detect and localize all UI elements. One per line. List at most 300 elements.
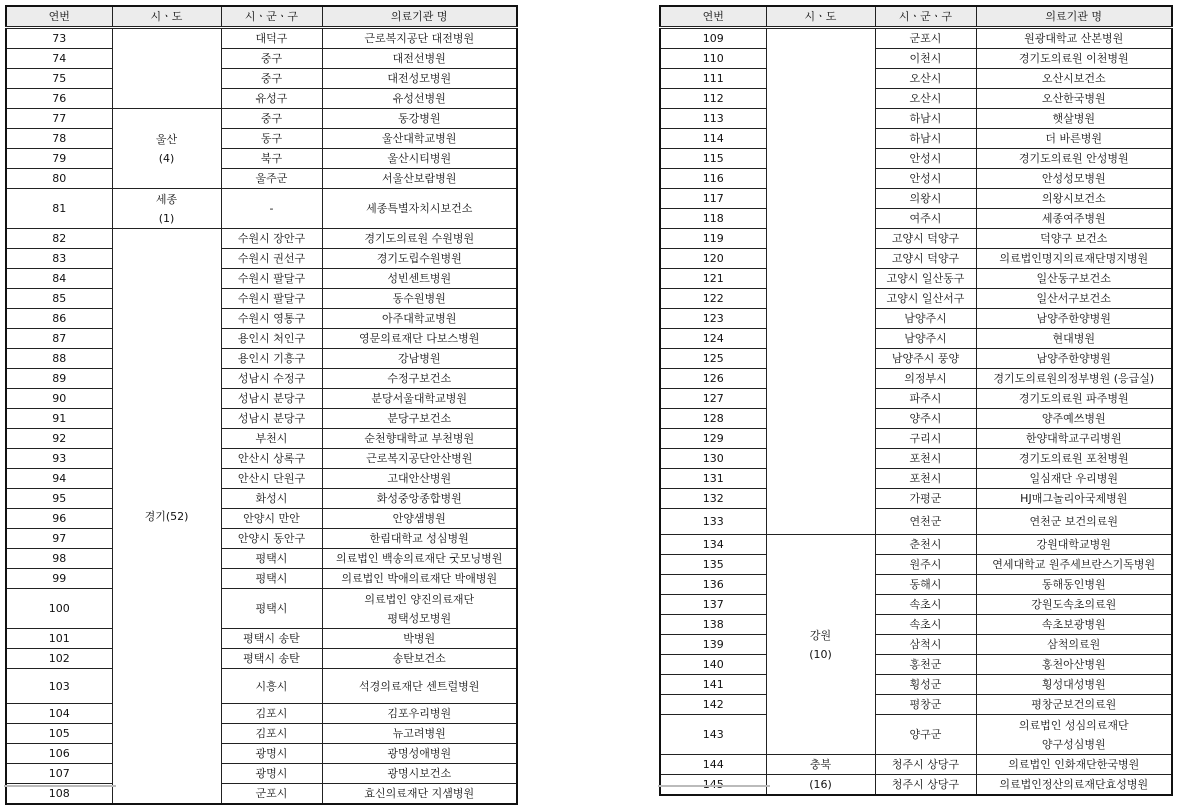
table-row [660, 189, 1172, 209]
cell-sido-name: 충북 [766, 755, 875, 775]
cell-name: 의료법인명지의료재단명지병원 [976, 249, 1172, 269]
table-row [660, 469, 1172, 489]
cell-name: 안성성모병원 [976, 169, 1172, 189]
cell-sigungu: 군포시 [221, 784, 322, 805]
cell-sigungu: 수원시 영통구 [221, 309, 322, 329]
name-line2: 양구성심병원 [1041, 737, 1106, 751]
cell-name: 서울산보람병원 [322, 169, 517, 189]
header-sigungu: 시ㆍ군ㆍ구 [875, 6, 976, 28]
cell-no: 124 [660, 329, 766, 349]
cell-no: 79 [6, 149, 112, 169]
cell-name: HJ매그놀리아국제병원 [976, 489, 1172, 509]
cell-no: 120 [660, 249, 766, 269]
table-row [6, 189, 517, 229]
cell-name: 속초보광병원 [976, 615, 1172, 635]
cell-sigungu: 용인시 기흥구 [221, 349, 322, 369]
cell-name: 햇살병원 [976, 109, 1172, 129]
table-row [660, 535, 1172, 555]
table-row [6, 429, 517, 449]
cell-name: 경기도의료원 수원병원 [322, 229, 517, 249]
cell-name: 강원도속초의료원 [976, 595, 1172, 615]
cell-name: 홍천아산병원 [976, 655, 1172, 675]
table-row [660, 409, 1172, 429]
table-row [660, 269, 1172, 289]
cell-sigungu: 성남시 분당구 [221, 389, 322, 409]
cell-name: 남양주한양병원 [976, 309, 1172, 329]
cell-no: 111 [660, 69, 766, 89]
table-row [660, 555, 1172, 575]
cell-sigungu: 광명시 [221, 764, 322, 784]
name-line1: 의료법인 양진의료재단 [364, 592, 475, 606]
cell-no: 137 [660, 595, 766, 615]
cell-name: 남양주한양병원 [976, 349, 1172, 369]
table-row [6, 329, 517, 349]
cell-name: 수정구보건소 [322, 369, 517, 389]
cell-name: 연세대학교 원주세브란스기독병원 [976, 555, 1172, 575]
cell-sigungu: 중구 [221, 49, 322, 69]
table-row [6, 589, 517, 629]
cell-no: 76 [6, 89, 112, 109]
cell-name: 삼척의료원 [976, 635, 1172, 655]
cell-no: 77 [6, 109, 112, 129]
cell-no: 119 [660, 229, 766, 249]
cell-no: 126 [660, 369, 766, 389]
cell-name: 오산시보건소 [976, 69, 1172, 89]
cell-no: 121 [660, 269, 766, 289]
cell-name: 경기도의료원의정부병원 (응급실) [976, 369, 1172, 389]
cell-name: 동강병원 [322, 109, 517, 129]
cell-sigungu: - [221, 189, 322, 229]
cell-name: 송탄보건소 [322, 649, 517, 669]
cell-sigungu: 부천시 [221, 429, 322, 449]
cell-sigungu: 양주시 [875, 409, 976, 429]
cell-no: 96 [6, 509, 112, 529]
cell-sigungu: 고양시 일산동구 [875, 269, 976, 289]
cell-sigungu: 시흥시 [221, 669, 322, 704]
table-row [6, 509, 517, 529]
table-row [660, 429, 1172, 449]
table-row [6, 349, 517, 369]
sido-count: (10) [809, 647, 832, 661]
table-row [6, 249, 517, 269]
cell-sigungu: 김포시 [221, 724, 322, 744]
cell-name [976, 715, 1172, 755]
table-row [6, 28, 517, 49]
cell-sigungu: 파주시 [875, 389, 976, 409]
cell-name: 경기도의료원 포천병원 [976, 449, 1172, 469]
cell-sigungu: 이천시 [875, 49, 976, 69]
cell-sigungu: 여주시 [875, 209, 976, 229]
table-row [660, 635, 1172, 655]
cell-sigungu: 평창군 [875, 695, 976, 715]
cell-no: 84 [6, 269, 112, 289]
cell-sigungu: 대덕구 [221, 28, 322, 49]
cell-no: 134 [660, 535, 766, 555]
table-row [660, 509, 1172, 535]
table-row [660, 49, 1172, 69]
cell-name: 일심재단 우리병원 [976, 469, 1172, 489]
cell-sigungu: 울주군 [221, 169, 322, 189]
cell-sigungu: 수원시 팔달구 [221, 289, 322, 309]
table-row [6, 744, 517, 764]
cell-name: 경기도의료원 파주병원 [976, 389, 1172, 409]
cell-no: 104 [6, 704, 112, 724]
sido-name: 울산 [155, 132, 178, 146]
cell-no: 131 [660, 469, 766, 489]
cell-name: 의왕시보건소 [976, 189, 1172, 209]
header-row [660, 6, 1172, 28]
cell-sigungu: 군포시 [875, 28, 976, 49]
cell-name: 강원대학교병원 [976, 535, 1172, 555]
cell-sigungu: 청주시 상당구 [875, 775, 976, 796]
cell-name: 분당서울대학교병원 [322, 389, 517, 409]
cell-no: 114 [660, 129, 766, 149]
cell-name: 울산대학교병원 [322, 129, 517, 149]
cell-name: 의료법인 백송의료재단 굿모닝병원 [322, 549, 517, 569]
cell-sigungu: 가평군 [875, 489, 976, 509]
cell-sido [766, 535, 875, 755]
cell-name: 분당구보건소 [322, 409, 517, 429]
cell-no: 139 [660, 635, 766, 655]
cell-name: 대전성모병원 [322, 69, 517, 89]
table-row [6, 389, 517, 409]
table-row [6, 149, 517, 169]
cell-no: 108 [6, 784, 112, 805]
cell-no: 74 [6, 49, 112, 69]
cell-no: 110 [660, 49, 766, 69]
cell-no: 115 [660, 149, 766, 169]
cell-name: 성빈센트병원 [322, 269, 517, 289]
cell-name: 세종여주병원 [976, 209, 1172, 229]
table-row [660, 109, 1172, 129]
table-row [660, 229, 1172, 249]
cell-no: 112 [660, 89, 766, 109]
cell-no: 128 [660, 409, 766, 429]
cell-sigungu: 안산시 단원구 [221, 469, 322, 489]
cell-no: 83 [6, 249, 112, 269]
cell-sigungu: 평택시 [221, 549, 322, 569]
cell-sido [112, 28, 221, 109]
cell-no: 116 [660, 169, 766, 189]
cell-no: 100 [6, 589, 112, 629]
cell-name: 원광대학교 산본병원 [976, 28, 1172, 49]
table-row [660, 309, 1172, 329]
cell-sigungu: 수원시 팔달구 [221, 269, 322, 289]
cell-name: 효신의료재단 지샘병원 [322, 784, 517, 805]
cell-no: 107 [6, 764, 112, 784]
cell-name: 오산한국병원 [976, 89, 1172, 109]
cell-no: 140 [660, 655, 766, 675]
table-row [6, 129, 517, 149]
cell-no: 91 [6, 409, 112, 429]
table-row [6, 369, 517, 389]
cell-name: 유성선병원 [322, 89, 517, 109]
cell-no: 90 [6, 389, 112, 409]
cell-sigungu: 의왕시 [875, 189, 976, 209]
cell-sigungu: 삼척시 [875, 635, 976, 655]
cell-sido-count: (16) [766, 775, 875, 796]
cell-sigungu: 동구 [221, 129, 322, 149]
cell-name: 연천군 보건의료원 [976, 509, 1172, 535]
cell-no: 99 [6, 569, 112, 589]
cell-no: 105 [6, 724, 112, 744]
cell-sigungu: 안양시 동안구 [221, 529, 322, 549]
cell-name: 대전선병원 [322, 49, 517, 69]
cell-sigungu: 김포시 [221, 704, 322, 724]
cell-no: 95 [6, 489, 112, 509]
cell-name: 김포우리병원 [322, 704, 517, 724]
table-row [6, 629, 517, 649]
cell-sigungu: 안산시 상록구 [221, 449, 322, 469]
header-sido: 시ㆍ도 [112, 6, 221, 28]
cell-sigungu: 연천군 [875, 509, 976, 535]
cell-name: 화성중앙종합병원 [322, 489, 517, 509]
cell-sigungu: 오산시 [875, 89, 976, 109]
cell-no: 97 [6, 529, 112, 549]
cell-no: 73 [6, 28, 112, 49]
cell-no: 142 [660, 695, 766, 715]
cell-sigungu: 하남시 [875, 129, 976, 149]
cell-no: 143 [660, 715, 766, 755]
table-row [660, 129, 1172, 149]
cell-no: 123 [660, 309, 766, 329]
cell-no: 133 [660, 509, 766, 535]
cell-sigungu: 속초시 [875, 595, 976, 615]
cell-sigungu: 원주시 [875, 555, 976, 575]
name-line1: 의료법인 성심의료재단 [1018, 718, 1129, 732]
cell-sigungu: 양구군 [875, 715, 976, 755]
table-row [6, 449, 517, 469]
cell-sigungu: 홍천군 [875, 655, 976, 675]
table-row [660, 349, 1172, 369]
cell-no: 75 [6, 69, 112, 89]
cell-name: 경기도의료원 이천병원 [976, 49, 1172, 69]
cell-no: 82 [6, 229, 112, 249]
cell-no: 92 [6, 429, 112, 449]
header-no: 연번 [660, 6, 766, 28]
table-row [660, 169, 1172, 189]
cell-sigungu: 수원시 권선구 [221, 249, 322, 269]
cell-name: 덕양구 보건소 [976, 229, 1172, 249]
cell-no: 106 [6, 744, 112, 764]
cell-sigungu: 횡성군 [875, 675, 976, 695]
table-row [6, 764, 517, 784]
cell-sigungu: 평택시 송탄 [221, 629, 322, 649]
table-row [660, 369, 1172, 389]
cell-sigungu: 오산시 [875, 69, 976, 89]
cell-no: 94 [6, 469, 112, 489]
sido-name: 세종 [155, 192, 178, 206]
cell-no: 141 [660, 675, 766, 695]
table-row [660, 289, 1172, 309]
table-row [6, 169, 517, 189]
cell-sido [112, 109, 221, 189]
cell-no: 80 [6, 169, 112, 189]
cell-sigungu: 중구 [221, 69, 322, 89]
cell-no: 138 [660, 615, 766, 635]
cell-no: 102 [6, 649, 112, 669]
cell-name: 의료법인 인화재단한국병원 [976, 755, 1172, 775]
cell-no: 103 [6, 669, 112, 704]
cell-name: 일산동구보건소 [976, 269, 1172, 289]
table-row [660, 655, 1172, 675]
cell-no: 113 [660, 109, 766, 129]
cell-name: 아주대학교병원 [322, 309, 517, 329]
cell-name: 순천향대학교 부천병원 [322, 429, 517, 449]
cell-name: 한양대학교구리병원 [976, 429, 1172, 449]
cell-name: 의료법인정산의료재단효성병원 [976, 775, 1172, 796]
cell-no: 136 [660, 575, 766, 595]
cell-sido: 경기(52) [112, 229, 221, 805]
cell-sigungu: 안성시 [875, 149, 976, 169]
header-sigungu: 시ㆍ군ㆍ구 [221, 6, 322, 28]
scroll-artifact-left [4, 785, 116, 787]
cell-sigungu: 평택시 [221, 569, 322, 589]
cell-no: 98 [6, 549, 112, 569]
table-row [6, 409, 517, 429]
cell-name: 박병원 [322, 629, 517, 649]
cell-name: 안양샘병원 [322, 509, 517, 529]
cell-sido [112, 189, 221, 229]
cell-sigungu: 남양주시 [875, 309, 976, 329]
cell-sigungu: 성남시 분당구 [221, 409, 322, 429]
table-row [6, 649, 517, 669]
header-row [6, 6, 517, 28]
table-row [660, 575, 1172, 595]
cell-name: 한림대학교 성심병원 [322, 529, 517, 549]
cell-sigungu: 중구 [221, 109, 322, 129]
cell-name: 강남병원 [322, 349, 517, 369]
cell-name: 울산시티병원 [322, 149, 517, 169]
table-row [6, 469, 517, 489]
cell-name: 경기도의료원 안성병원 [976, 149, 1172, 169]
cell-name: 평창군보건의료원 [976, 695, 1172, 715]
cell-sigungu: 춘천시 [875, 535, 976, 555]
cell-sigungu: 포천시 [875, 449, 976, 469]
cell-sigungu: 북구 [221, 149, 322, 169]
cell-sigungu: 수원시 장안구 [221, 229, 322, 249]
cell-no: 130 [660, 449, 766, 469]
table-row [6, 49, 517, 69]
cell-name: 광명성애병원 [322, 744, 517, 764]
table-row [6, 309, 517, 329]
table-row [660, 449, 1172, 469]
table-row [6, 704, 517, 724]
cell-name: 영문의료재단 다보스병원 [322, 329, 517, 349]
table-row [6, 724, 517, 744]
cell-no: 78 [6, 129, 112, 149]
cell-sigungu: 남양주시 풍양 [875, 349, 976, 369]
cell-name: 횡성대성병원 [976, 675, 1172, 695]
header-name: 의료기관 명 [322, 6, 517, 28]
cell-sigungu: 남양주시 [875, 329, 976, 349]
cell-no: 144 [660, 755, 766, 775]
table-row [660, 28, 1172, 49]
cell-name [322, 589, 517, 629]
cell-name: 동수원병원 [322, 289, 517, 309]
cell-sigungu: 포천시 [875, 469, 976, 489]
table-row [6, 269, 517, 289]
table-row [6, 109, 517, 129]
cell-sigungu: 의정부시 [875, 369, 976, 389]
cell-name: 경기도립수원병원 [322, 249, 517, 269]
cell-sigungu: 고양시 일산서구 [875, 289, 976, 309]
cell-sigungu: 평택시 [221, 589, 322, 629]
cell-no: 81 [6, 189, 112, 229]
cell-no: 101 [6, 629, 112, 649]
cell-sigungu: 구리시 [875, 429, 976, 449]
header-no: 연번 [6, 6, 112, 28]
cell-no: 118 [660, 209, 766, 229]
table-row [6, 569, 517, 589]
table-row [660, 149, 1172, 169]
cell-no: 88 [6, 349, 112, 369]
table-row [660, 755, 1172, 775]
cell-sigungu: 동해시 [875, 575, 976, 595]
cell-sigungu: 하남시 [875, 109, 976, 129]
cell-no: 125 [660, 349, 766, 369]
table-row [6, 89, 517, 109]
table-row [6, 529, 517, 549]
cell-sigungu: 용인시 처인구 [221, 329, 322, 349]
cell-no: 135 [660, 555, 766, 575]
name-line2: 평택성모병원 [387, 611, 452, 625]
cell-no: 89 [6, 369, 112, 389]
hospital-table-right [659, 5, 1173, 796]
cell-no: 109 [660, 28, 766, 49]
table-row [660, 695, 1172, 715]
sido-count: (4) [158, 151, 175, 165]
cell-sigungu: 성남시 수정구 [221, 369, 322, 389]
table-row [660, 329, 1172, 349]
table-row [660, 489, 1172, 509]
table-row [6, 229, 517, 249]
cell-no: 132 [660, 489, 766, 509]
cell-name: 현대병원 [976, 329, 1172, 349]
cell-name: 근로복지공단안산병원 [322, 449, 517, 469]
table-row [6, 69, 517, 89]
cell-no: 86 [6, 309, 112, 329]
header-name: 의료기관 명 [976, 6, 1172, 28]
cell-no: 127 [660, 389, 766, 409]
cell-name: 세종특별자치시보건소 [322, 189, 517, 229]
table-row [660, 249, 1172, 269]
cell-sigungu: 평택시 송탄 [221, 649, 322, 669]
cell-sigungu: 광명시 [221, 744, 322, 764]
table-row [660, 69, 1172, 89]
cell-sigungu: 안성시 [875, 169, 976, 189]
cell-no: 85 [6, 289, 112, 309]
cell-no: 122 [660, 289, 766, 309]
cell-name: 의료법인 박애의료재단 박애병원 [322, 569, 517, 589]
table-row [6, 669, 517, 704]
cell-name: 근로복지공단 대전병원 [322, 28, 517, 49]
cell-sigungu: 속초시 [875, 615, 976, 635]
table-row [660, 715, 1172, 755]
sido-name: 강원 [809, 628, 832, 642]
table-row [6, 489, 517, 509]
cell-no: 93 [6, 449, 112, 469]
cell-name: 동해동인병원 [976, 575, 1172, 595]
cell-sigungu: 고양시 덕양구 [875, 249, 976, 269]
cell-name: 양주예쓰병원 [976, 409, 1172, 429]
cell-sigungu: 청주시 상당구 [875, 755, 976, 775]
cell-sigungu: 유성구 [221, 89, 322, 109]
cell-no: 129 [660, 429, 766, 449]
hospital-table-left [5, 5, 518, 805]
table-row [6, 549, 517, 569]
scroll-artifact-right [658, 785, 770, 787]
